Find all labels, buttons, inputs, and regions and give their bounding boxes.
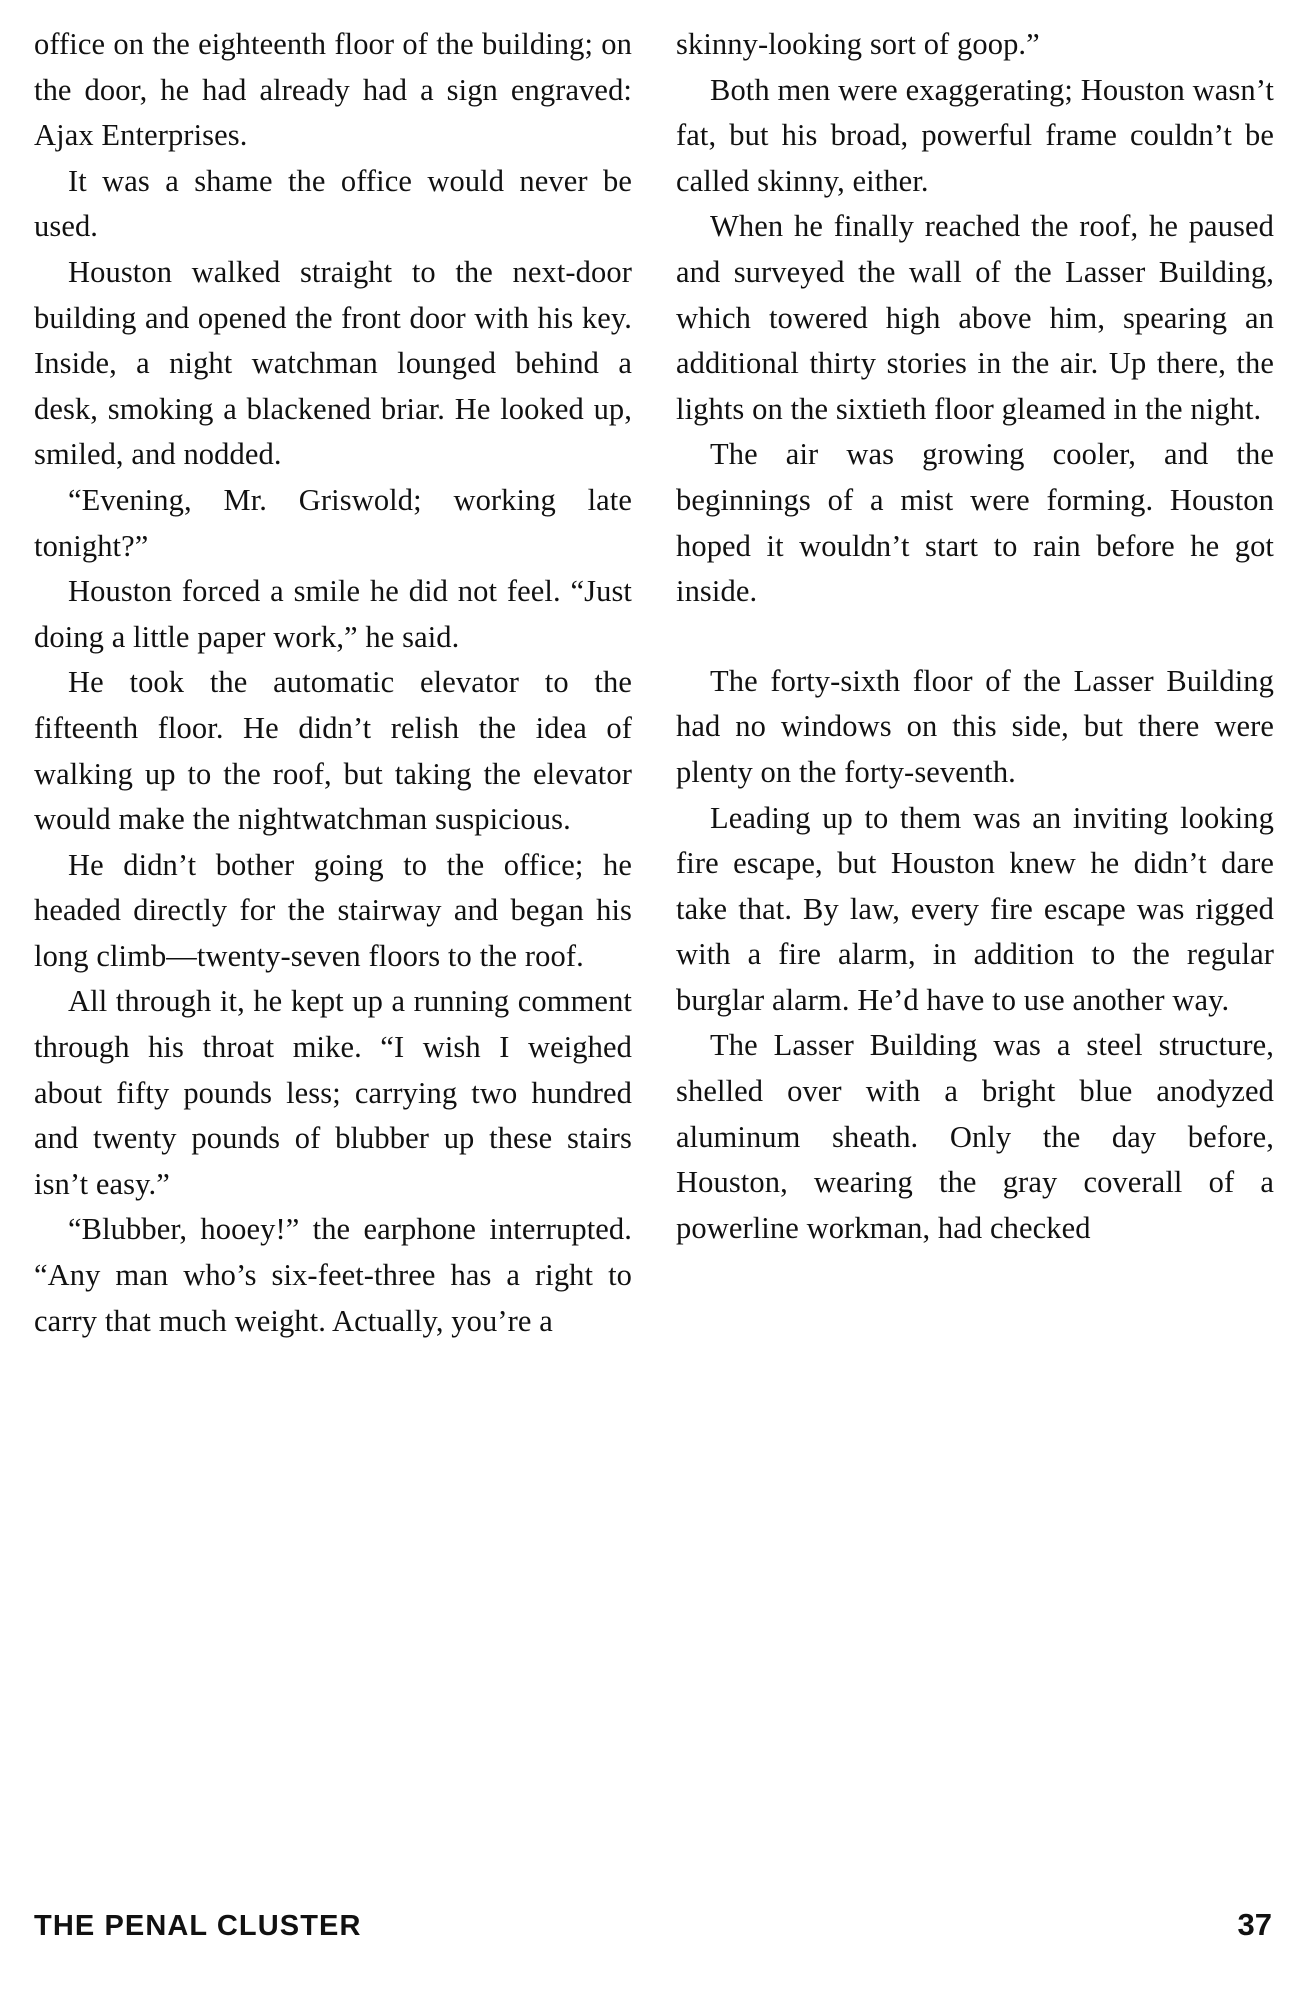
- page-footer: [34, 1907, 1272, 1951]
- right-column: [676, 22, 1274, 1852]
- paragraph: office on the eighteenth floor of the building; on the door, he had already had a sign engraved: Ajax Enterprises.: [34, 27, 632, 153]
- paragraph: The air was growing cooler, and the beginnings of a mist were forming. Houston hoped it wouldn’t start to rain before he got inside.: [676, 437, 1274, 609]
- paragraph: The forty-sixth floor of the Lasser Building had no windows on this side, but there were plenty on the forty-seventh.: [676, 663, 1274, 789]
- paragraph: It was a shame the office would never be used.: [34, 163, 632, 244]
- paragraph: “Evening, Mr. Griswold; working late tonight?”: [34, 482, 632, 563]
- left-column: [34, 22, 632, 1852]
- paragraph: “Blubber, hooey!” the earphone interrupted. “Any man who’s six-feet-three has a right to carry that much weight. Actually, you’re a: [34, 1212, 632, 1338]
- story-title: THE PENAL CLUSTER: [34, 1910, 362, 1942]
- paragraph: All through it, he kept up a running comment through his throat mike. “I wish I weighed about fifty pounds less; carrying two hundred and twenty pounds of blubber up these stairs isn’t easy.”: [34, 984, 632, 1201]
- paragraph: He didn’t bother going to the office; he headed directly for the stairway and began his long climb—twenty-seven floors to the roof.: [34, 847, 632, 973]
- paragraph: The Lasser Building was a steel structure, shelled over with a bright blue anodyzed aluminum sheath. Only the day before, Houston, wearing the gray coverall of a powerline workman, had checked: [676, 1028, 1274, 1245]
- paragraph: Both men were exaggerating; Houston wasn’t fat, but his broad, powerful frame couldn’t be called skinny, either.: [676, 72, 1274, 198]
- paragraph: When he finally reached the roof, he paused and surveyed the wall of the Lasser Building, which towered high above him, spearing an additional thirty stories in the air. Up there, the lights on the sixtieth floor gleamed in the night.: [676, 209, 1274, 426]
- text-columns: [34, 22, 1274, 1852]
- paragraph: He took the automatic elevator to the fifteenth floor. He didn’t relish the idea of walking up to the roof, but taking the elevator would make the nightwatchman suspicious.: [34, 665, 632, 837]
- paragraph: skinny-looking sort of goop.”: [676, 27, 1040, 61]
- paragraph: Leading up to them was an inviting looking fire escape, but Houston knew he didn’t dare take that. By law, every fire escape was rigged with a fire alarm, in addition to the regular burglar alarm. He’d have to use another way.: [676, 800, 1274, 1017]
- paragraph: Houston walked straight to the next-door building and opened the front door with his key. Inside, a night watchman lounged behind a desk, smoking a blackened briar. He looked up, smiled, and nodded.: [34, 254, 632, 472]
- paragraph: Houston forced a smile he did not feel. “Just doing a little paper work,” he said.: [34, 574, 632, 654]
- page-number: 37: [1237, 1907, 1272, 1942]
